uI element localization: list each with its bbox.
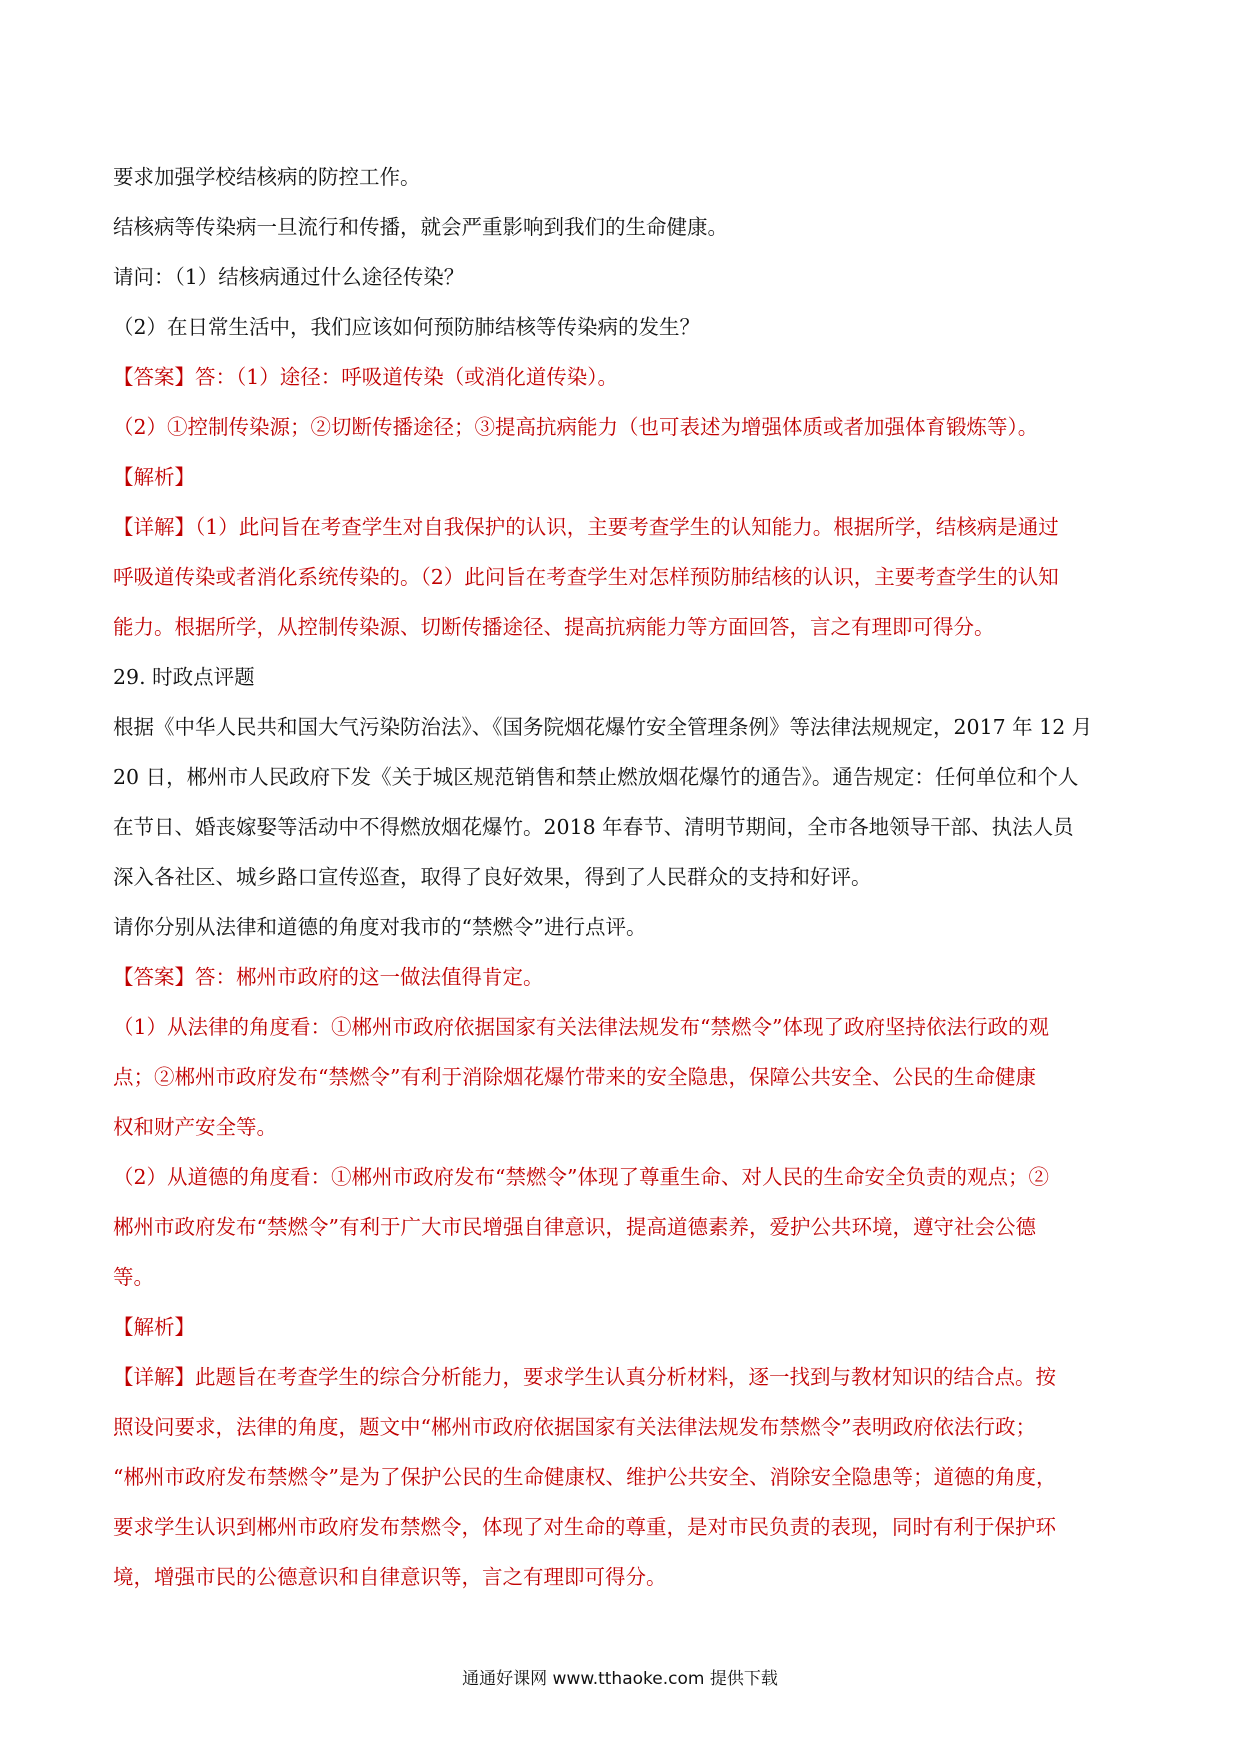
- text-line: 境，增强市民的公德意识和自律意识等，言之有理即可得分。: [113, 1565, 667, 1589]
- text-line: 结核病等传染病一旦流行和传播，就会严重影响到我们的生命健康。: [113, 215, 728, 239]
- text-line: 能力。根据所学，从控制传染源、切断传播途径、提高抗病能力等方面回答，言之有理即可得分。: [113, 615, 995, 639]
- text-line: 权和财产安全等。: [113, 1115, 277, 1139]
- text-line: 要求学生认识到郴州市政府发布禁燃令，体现了对生命的尊重，是对市民负责的表现，同时有利于保护环: [113, 1515, 1056, 1539]
- text-line: 要求加强学校结核病的防控工作。: [113, 165, 421, 189]
- text-line: 根据《中华人民共和国大气污染防治法》、《国务院烟花爆竹安全管理条例》等法律法规规定，2017 年 12 月: [113, 715, 1093, 739]
- text-line: （2）①控制传染源；②切断传播途径；③提高抗病能力（也可表述为增强体质或者加强体育锻炼等）。: [113, 415, 1039, 439]
- text-line: 等。: [113, 1265, 154, 1289]
- text-line: （1）从法律的角度看：①郴州市政府依据国家有关法律法规发布“禁燃令”体现了政府坚持依法行政的观: [113, 1015, 1050, 1039]
- text-line: 照设问要求，法律的角度，题文中“郴州市政府依据国家有关法律法规发布禁燃令”表明政府依法行政；: [113, 1415, 1036, 1439]
- text-line: 呼吸道传染或者消化系统传染的。（2）此问旨在考查学生对怎样预防肺结核的认识，主要考查学生的认知: [113, 565, 1059, 589]
- text-line: 【答案】答：（1）途径：呼吸道传染（或消化道传染）。: [113, 365, 619, 389]
- document-body: [113, 152, 1133, 1602]
- page-footer: 通通好课网 www.tthaoke.com 提供下载: [462, 1669, 778, 1689]
- text-line: “郴州市政府发布禁燃令”是为了保护公民的生命健康权、维护公共安全、消除安全隐患等；道德的角度，: [113, 1465, 1057, 1489]
- text-line: 深入各社区、城乡路口宣传巡查，取得了良好效果，得到了人民群众的支持和好评。: [113, 865, 872, 889]
- text-line: 请你分别从法律和道德的角度对我市的“禁燃令”进行点评。: [113, 915, 647, 939]
- text-line: （2）在日常生活中，我们应该如何预防肺结核等传染病的发生？: [113, 315, 701, 339]
- text-line: 在节日、婚丧嫁娶等活动中不得燃放烟花爆竹。2018 年春节、清明节期间，全市各地领导干部、执法人员: [113, 815, 1074, 839]
- text-line: 【解析】: [113, 465, 195, 489]
- text-line: 郴州市政府发布“禁燃令”有利于广大市民增强自律意识，提高道德素养，爱护公共环境，遵守社会公德: [113, 1215, 1036, 1239]
- text-line: 20 日，郴州市人民政府下发《关于城区规范销售和禁止燃放烟花爆竹的通告》。通告规定：任何单位和个人: [113, 765, 1079, 789]
- text-line: 29. 时政点评题: [113, 665, 255, 689]
- text-line: 【解析】: [113, 1315, 195, 1339]
- text-line: （2）从道德的角度看：①郴州市政府发布“禁燃令”体现了尊重生命、对人民的生命安全负责的观点；②: [113, 1165, 1050, 1189]
- text-line: 点；②郴州市政府发布“禁燃令”有利于消除烟花爆竹带来的安全隐患，保障公共安全、公民的生命健康: [113, 1065, 1036, 1089]
- text-line: 【答案】答：郴州市政府的这一做法值得肯定。: [113, 965, 544, 989]
- text-line: 【详解】（1）此问旨在考查学生对自我保护的认识，主要考查学生的认知能力。根据所学，结核病是通过: [113, 515, 1059, 539]
- text-line: 请问：（1）结核病通过什么途径传染？: [113, 265, 465, 289]
- text-line: 【详解】此题旨在考查学生的综合分析能力，要求学生认真分析材料，逐一找到与教材知识的结合点。按: [113, 1365, 1056, 1389]
